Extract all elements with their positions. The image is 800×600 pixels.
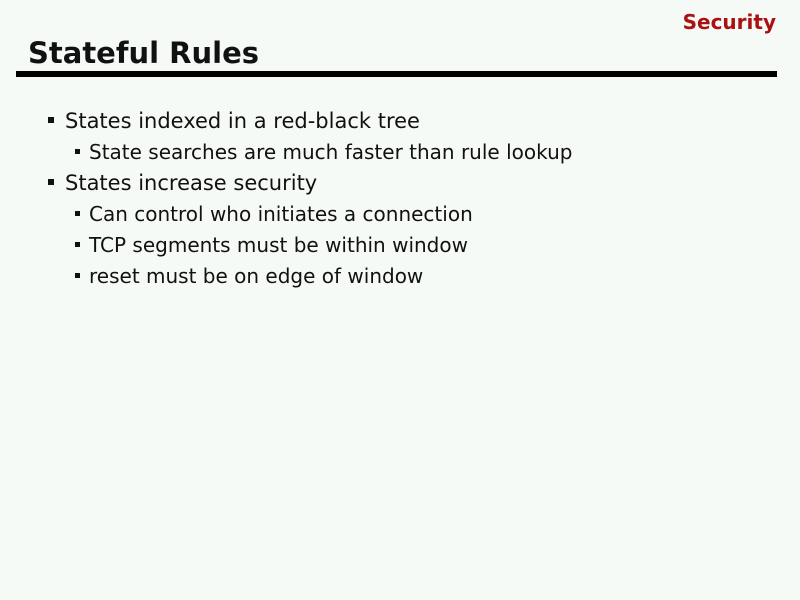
square-bullet-icon [75, 211, 80, 216]
bullet-item-label: State searches are much faster than rule lookup [89, 140, 573, 164]
bullet-item [0, 261, 800, 292]
square-bullet-icon [48, 117, 54, 123]
square-bullet-icon [48, 179, 54, 185]
page-title: Stateful Rules [28, 36, 259, 70]
bullet-item [0, 137, 800, 168]
bullet-item [0, 168, 800, 199]
bullet-item [0, 230, 800, 261]
bullet-list [0, 106, 800, 292]
title-underline-rule [16, 71, 777, 77]
bullet-item-label: Can control who initiates a connection [89, 202, 473, 226]
bullet-item-label: TCP segments must be within window [89, 233, 468, 257]
bullet-item-label: reset must be on edge of window [89, 264, 424, 288]
square-bullet-icon [75, 273, 80, 278]
bullet-item [0, 199, 800, 230]
square-bullet-icon [75, 242, 80, 247]
bullet-item [0, 106, 800, 137]
bullet-item-label: States indexed in a red-black tree [65, 109, 420, 133]
bullet-item-label: States increase security [65, 171, 318, 195]
square-bullet-icon [75, 149, 80, 154]
course-tag: Security [682, 10, 776, 34]
